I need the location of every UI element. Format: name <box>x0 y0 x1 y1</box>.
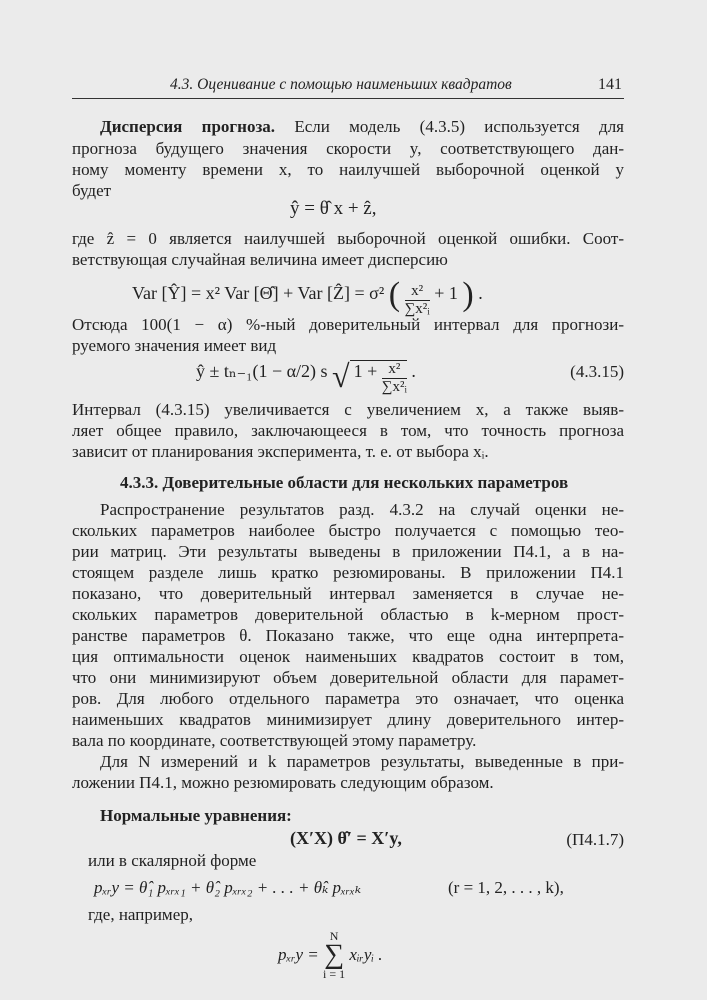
equation-scalar-condition: (r = 1, 2, . . . , k), <box>448 878 564 897</box>
para5-line: ция оптимальности оценок наименьших квадратов состоит в том, <box>72 647 624 666</box>
para1-line4: будет <box>72 181 112 200</box>
sum-right: xᵢᵣyᵢ . <box>349 945 383 964</box>
radicand <box>350 360 407 396</box>
para5-line: Распространение результатов разд. 4.3.2 на случай оценки не- <box>100 500 624 519</box>
para1-lead: Дисперсия прогноза. <box>100 117 276 136</box>
scalar-form-text: или в скалярной форме <box>88 851 257 870</box>
variance-frac-num: x² <box>405 283 430 301</box>
para1-line2: прогноза будущего значения скорости y, соответствующего дан- <box>72 139 624 158</box>
sum-operator <box>323 930 345 980</box>
sum-upper-limit: N <box>329 929 339 943</box>
para1-line3: ному моменту времени x, то наилучшей выборочной оценкой y <box>72 160 624 179</box>
equation-scalar: pₓᵣy = θ̂₁ pₓᵣₓ₁ + θ̂₂ pₓᵣₓ₂ + . . . + θ̂ₖ pₓᵣₓₖ <box>94 878 362 897</box>
equation-variance <box>132 276 483 318</box>
para4-line3: зависит от планирования эксперимента, т. е. от выбора xᵢ. <box>72 442 489 461</box>
interval-frac-den: ∑x²ᵢ <box>381 379 407 395</box>
para5-line: показано, что доверительный интервал заменяется в случае не- <box>72 584 624 603</box>
para1-line1-text: Если модель (4.3.5) используется для <box>294 117 625 136</box>
variance-end: . <box>478 283 483 303</box>
para5-line: ров. Для любого отдельного параметра это означает, что оценка <box>72 689 624 708</box>
interval-left: ŷ ± tₙ₋₁(1 − α/2) s <box>196 361 328 381</box>
equation-prediction: ŷ = θ̂ x + ẑ, <box>290 198 377 219</box>
para6-line: Для N измерений и k параметров результаты, выведенные в при- <box>100 752 624 771</box>
paren-close: ) <box>462 276 474 313</box>
variance-tail: + 1 <box>434 283 458 303</box>
para1-line1 <box>100 117 624 137</box>
normal-equations-heading: Нормальные уравнения: <box>100 806 292 825</box>
para5-line: наименьших квадратов минимизирует длину доверительного интер- <box>72 710 624 729</box>
interval-frac-num: x² <box>382 361 407 379</box>
equation-number-p4-1-7: (П4.1.7) <box>566 830 624 849</box>
para5-line: вала по координате, соответствующей этому параметру. <box>72 731 477 750</box>
equation-sum <box>278 930 383 980</box>
sum-lower-limit: i = 1 <box>323 967 346 981</box>
para5-line: рии матриц. Эти результаты выведены в приложении П4.1, а в на- <box>72 542 624 561</box>
header-rule <box>72 98 624 99</box>
interval-root-inner: 1 + <box>353 361 378 381</box>
equation-interval <box>196 358 416 396</box>
radical-sign: √ <box>332 358 350 394</box>
interval-fraction <box>382 361 407 396</box>
page-number: 141 <box>598 76 622 93</box>
variance-fraction <box>405 283 430 318</box>
variance-frac-den: ∑x²ᵢ <box>404 301 430 317</box>
equation-normal-matrix: (X′X) θ̂′ = X′y, <box>290 828 402 848</box>
para3-line2: руемого значения имеет вид <box>72 336 277 355</box>
para2-line2: ветствующая случайная величина имеет дисперсию <box>72 250 448 269</box>
variance-left: Var [Ŷ] = x² Var [Θ̂] + Var [Ẑ] = σ² <box>132 283 385 303</box>
para6-line: ложении П4.1, можно резюмировать следующим образом. <box>72 773 494 792</box>
para3-line1: Отсюда 100(1 − α) %-ный доверительный интервал для прогнози- <box>72 315 624 334</box>
para5-line: что они минимизируют объем доверительной области для парамет- <box>72 668 624 687</box>
para5-line: стоящем разделе лишь кратко резюмированы. В приложении П4.1 <box>72 563 624 582</box>
section-heading: 4.3.3. Доверительные области для нескольких параметров <box>120 473 569 492</box>
sigma-symbol: ∑ <box>324 939 345 970</box>
where-text: где, например, <box>88 905 193 924</box>
running-header: 4.3. Оценивание с помощью наименьших квадратов <box>170 76 512 93</box>
para5-line: ранстве параметров θ. Показано также, что еще одна интерпрета- <box>72 626 624 645</box>
para4-line2: ляет общее правило, заключающееся в том, что точность прогноза <box>72 421 624 440</box>
interval-end: . <box>411 361 416 381</box>
paren-open: ( <box>388 276 401 313</box>
para2-line1: где ẑ = 0 является наилучшей выборочной оценкой ошибки. Соот- <box>72 229 624 248</box>
para5-line: скольких параметров наиболее быстро получается с помощью тео- <box>72 521 624 540</box>
sum-left: pₓᵣy = <box>278 945 319 964</box>
para5-line: скольких параметров доверительной областью в k-мерном прост- <box>72 605 624 624</box>
equation-number-4-3-15: (4.3.15) <box>570 362 624 381</box>
para4-line1: Интервал (4.3.15) увеличивается с увеличением x, а также выяв- <box>72 400 624 419</box>
